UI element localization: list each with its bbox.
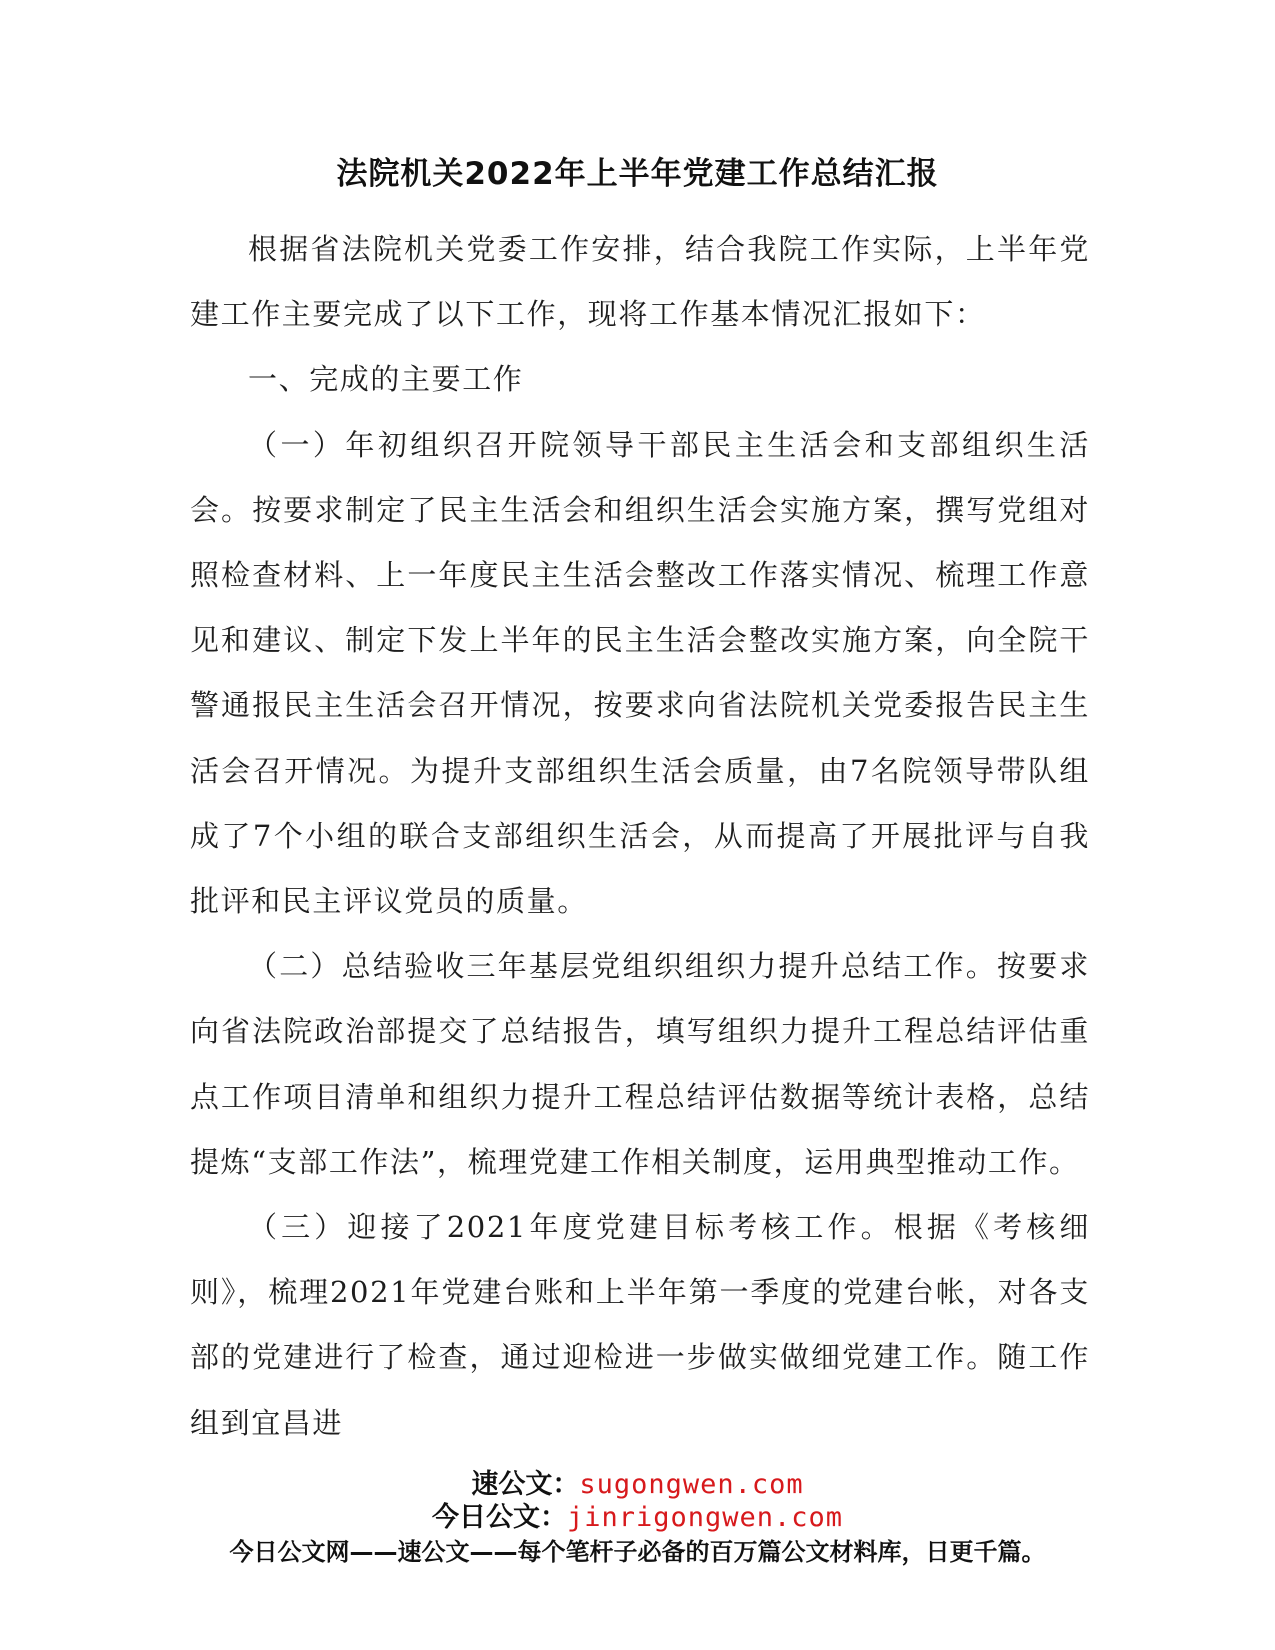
footer-jinrigongwen-label: 今日公文： xyxy=(431,1502,567,1533)
footer-sugongwen-label: 速公文： xyxy=(471,1469,580,1500)
section-heading: 一、完成的主要工作 xyxy=(248,362,524,397)
paragraph-item-3: （三）迎接了2021年度党建目标考核工作。根据《考核细则》，梳理2021年党建台账和上半年第一季度的党建台帐，对各支部的党建进行了检查，通过迎检进一步做实做细党建工作。随工作组到宜昌进 xyxy=(190,1210,1090,1440)
document-title: 法院机关2022年上半年党建工作总结汇报 xyxy=(336,156,939,192)
paragraph-intro: 根据省法院机关党委工作安排，结合我院工作实际，上半年党建工作主要完成了以下工作，现将工作基本情况汇报如下： xyxy=(190,232,1090,332)
footer-jinrigongwen xyxy=(0,1495,1275,1534)
footer-sugongwen-link[interactable]: sugongwen.com xyxy=(579,1469,804,1500)
paragraph-item-2: （二）总结验收三年基层党组织组织力提升总结工作。按要求向省法院政治部提交了总结报告，填写组织力提升工程总结评估重点工作项目清单和组织力提升工程总结评估数据等统计表格，总结提炼“支部工作法”，梳理党建工作相关制度，运用典型推动工作。 xyxy=(190,949,1090,1179)
document-body xyxy=(190,217,1090,1456)
footer-jinrigongwen-link[interactable]: jinrigongwen.com xyxy=(566,1502,844,1533)
paragraph-item-1: （一）年初组织召开院领导干部民主生活会和支部组织生活会。按要求制定了民主生活会和组织生活会实施方案，撰写党组对照检查材料、上一年度民主生活会整改工作落实情况、梳理工作意见和建议、制定下发上半年的民主生活会整改实施方案，向全院干警通报民主生活会召开情况，按要求向省法院机关党委报告民主生活会召开情况。为提升支部组织生活会质量，由7名院领导带队组成了7个小组的联合支部组织生活会，从而提高了开展批评与自我批评和民主评议党员的质量。 xyxy=(190,427,1090,919)
footer-tagline: 今日公文网——速公文——每个笔杆子必备的百万篇公文材料库，日更千篇。 xyxy=(229,1538,1046,1566)
